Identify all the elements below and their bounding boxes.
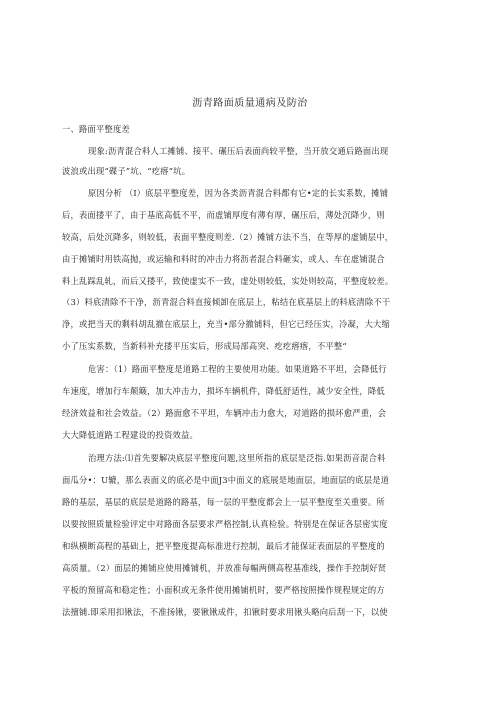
text-line: 由于摊铺时用铁高抛，或运输和料时的冲击力将沥者混合料砸实，或人、车在虚铺混合 bbox=[62, 254, 385, 264]
text-line: 净，或把当天的剩料胡乱撤在底层上，充当•部分撤铺料，但它已经压实，冷凝，大大缩 bbox=[62, 319, 390, 329]
text-line: 经济效益和社会效益。（2）路面愈不平坦，车辆冲击力愈大，对道路的损坏愈严重，会 bbox=[62, 408, 387, 418]
text-line: 原因分析 （I）底层平整度差，因为各类沥青混合料都有它•定的长实系数，摊铺 bbox=[88, 188, 389, 198]
text-line: 高质量。（2）面层的摊铺应使用摊铺机，并放准每幅两侧高程基准线，操作手控制好贤 bbox=[62, 563, 387, 573]
text-line: 面瓜分•：U辘，那么表面义的底必是中面J3中面义的底展是地面层，地面层的底层是道 bbox=[62, 475, 390, 485]
text-line: 后，表面搂平了，由于基底高低不平，而虚铺厚度有薄有厚，碾压后，薄处沉降少，则 bbox=[62, 210, 385, 220]
text-line: 治理方法:⑴首先要解决底层平整度问题,这里所指的底层是泛指.如果沥音混合料 bbox=[88, 453, 386, 463]
text-line: 以要按照质量检验评定中对路面各层要求严格控制,认真检验。特别是在保证各层密实度 bbox=[62, 519, 388, 529]
text-line: 料上乱踩乱轧，而后又搂平，致使虚实不一致，虚处则较低，实处则较高，平整度较差。 bbox=[62, 276, 394, 286]
text-line: 危害：（1）路面平整度是道路工程的主要使用功能。如果道路不平坦，会降低行 bbox=[88, 364, 387, 374]
section-heading: 一、路面平整度差 bbox=[62, 124, 130, 134]
text-line: 现象:沥青混合料人工摊铺、接平、碾压后表面尚较平整，当开放交通后路面出现 bbox=[88, 146, 389, 156]
text-line: 小了压实系数，当新料补充搂平压实后，形成局部高突、疙疙瘩瘩，不平整“ bbox=[62, 341, 347, 351]
text-line: 波浪或出现“碟子”坑、“疙瘩”坑。 bbox=[62, 166, 191, 176]
text-line: 车速度，增加行车颠簸，加大冲击力，损坏车辆机件，降低舒适性，减少安全性，降低 bbox=[62, 386, 385, 396]
text-line: 和纵横断高程的基础上，把平整度提高标准进行控制，最后才能保证表面层的平整度的 bbox=[62, 541, 385, 551]
document-title: 沥青路面质量通病及防治 bbox=[192, 98, 308, 109]
text-line: 大大降低道路工程建设的投资效益。 bbox=[62, 430, 198, 440]
text-line: 平板的预留高和稳定性；小面积或无条件使用摊铺机时，要严格按照操作规程规定的方 bbox=[62, 585, 385, 595]
text-line: 路的基层，基层的底层是道路的路基，每一层的平整度都会上一层平整度至关重要。所 bbox=[62, 497, 385, 507]
text-line: 较高，后处沉降多，则较低，表面平整度则差.（2）摊铺方法不当，在等厚的虚铺层中， bbox=[62, 232, 394, 242]
text-line: 法擅铺.即采用扣锹法，不准扬锹，要锹锹成件，扣锹时要求用锹头略向后刮一下，以使 bbox=[62, 607, 388, 617]
text-line: （3）料底清除不干净，沥青混合料直接倾卸在底层上，粘结在底基层上的料底清除不干 bbox=[62, 297, 391, 307]
